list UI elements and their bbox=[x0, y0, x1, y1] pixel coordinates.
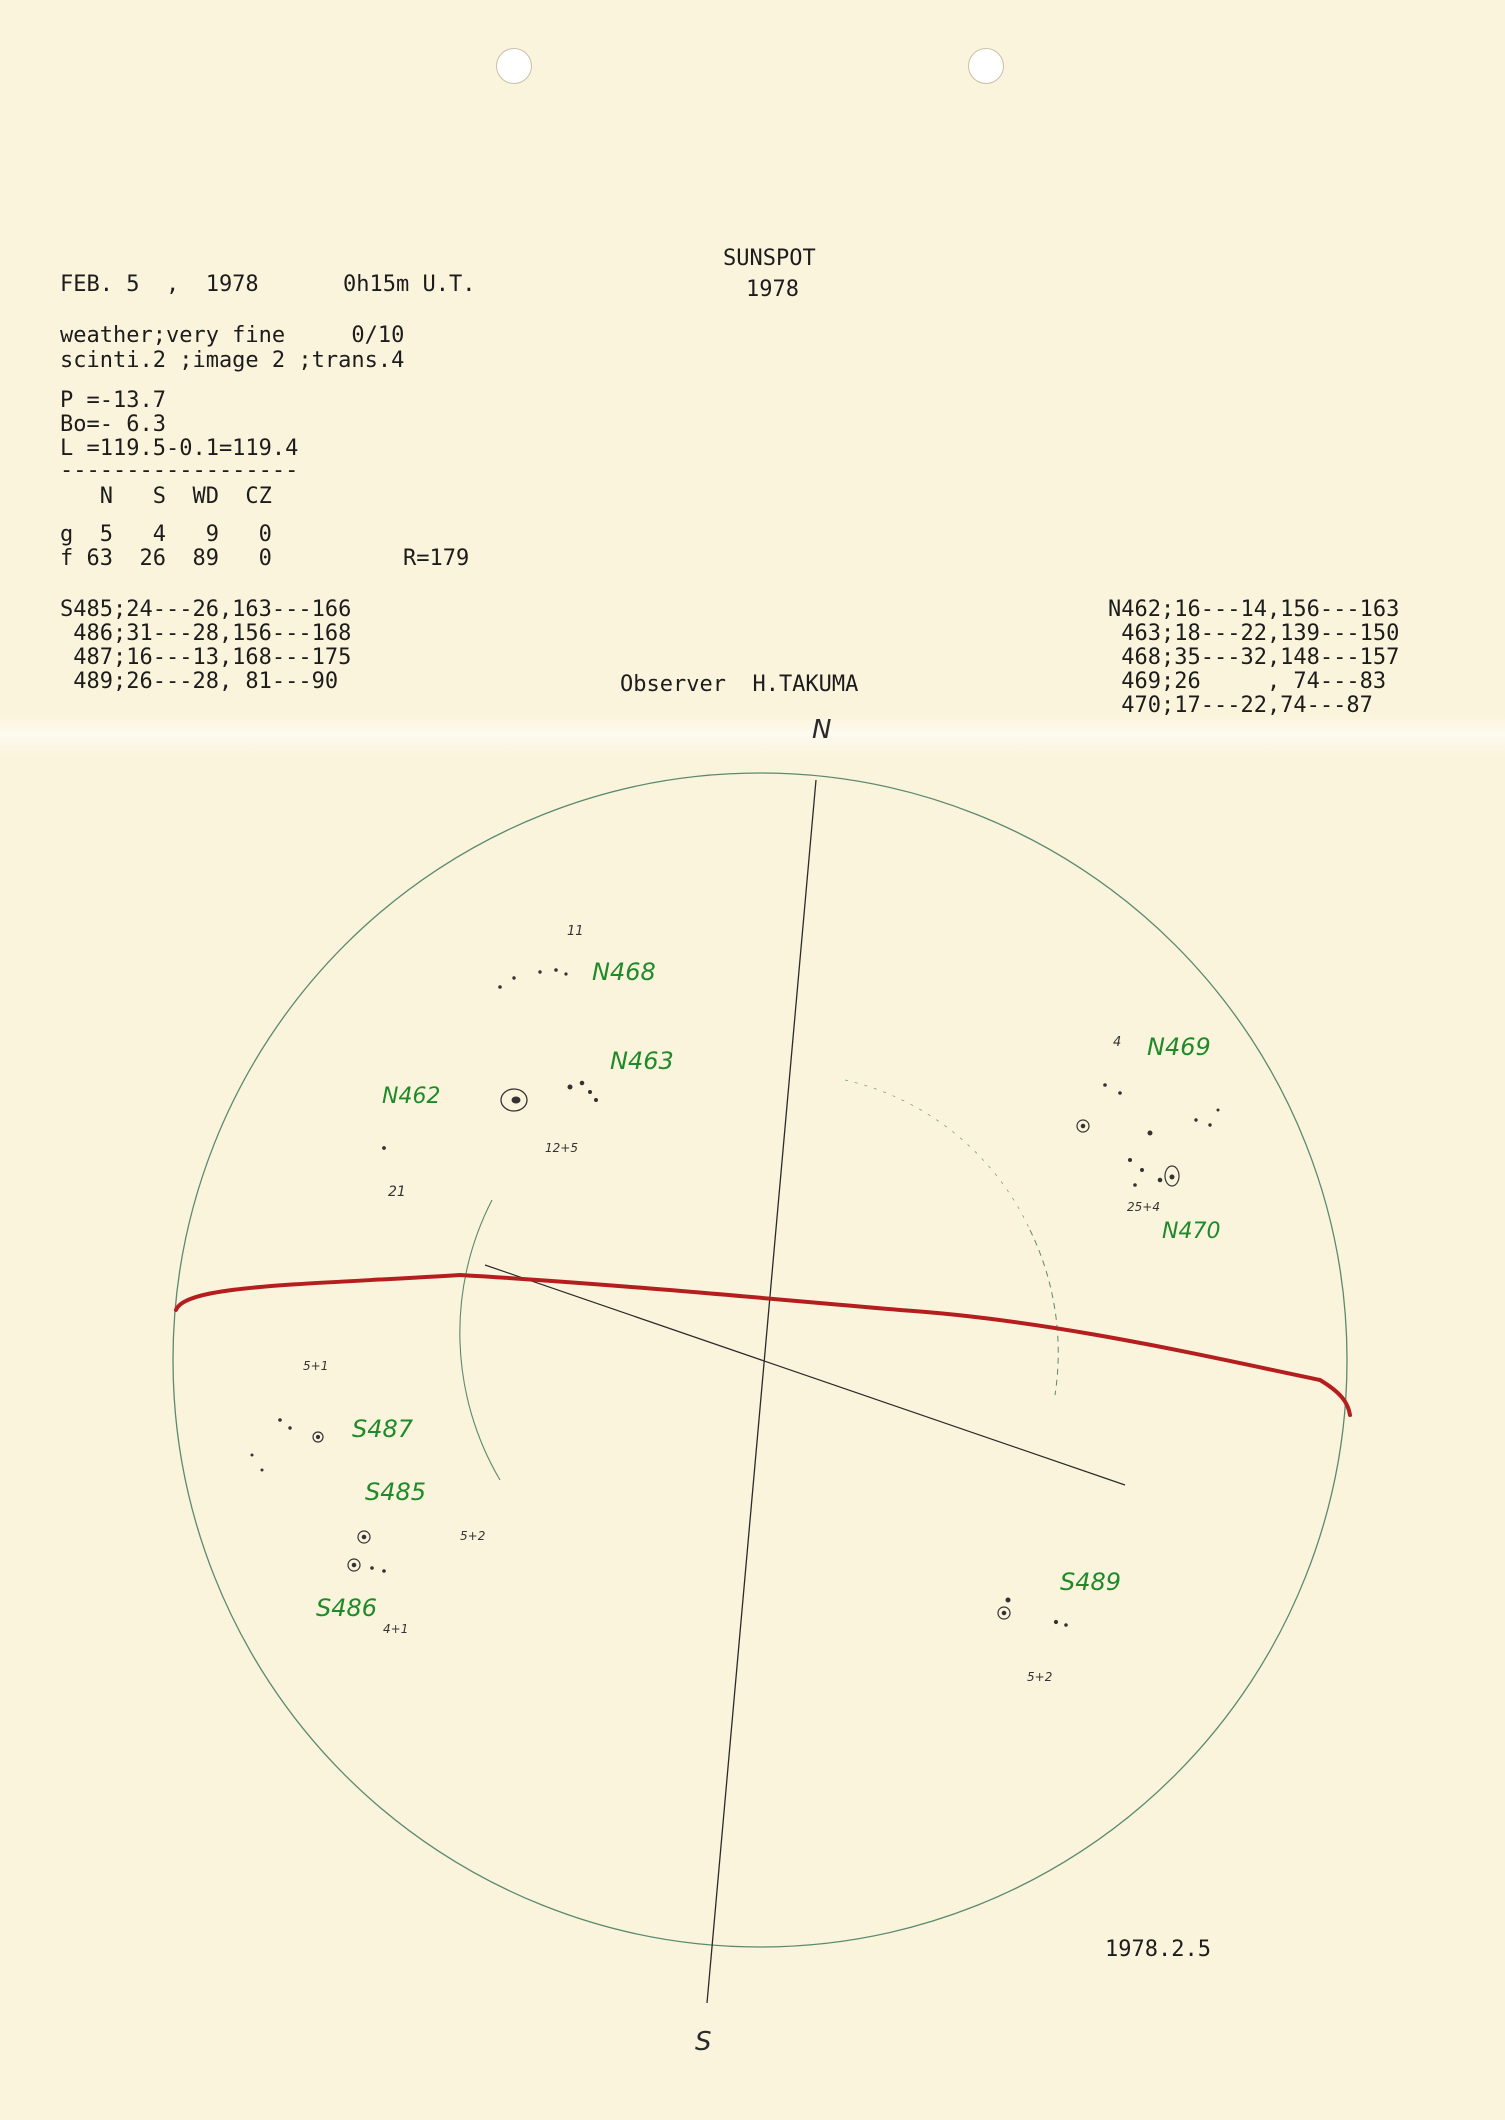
group-label-s486: S486 bbox=[316, 1594, 378, 1622]
ecliptic-line bbox=[485, 1265, 1125, 1485]
spot-count-note: 11 bbox=[567, 924, 584, 939]
south-group-line: 486;31---28,156---168 bbox=[60, 621, 352, 646]
footer-date: 1978.2.5 bbox=[1105, 1937, 1211, 1962]
north-group-line: 468;35---32,148---157 bbox=[1108, 645, 1400, 670]
sheet-year: 1978 bbox=[746, 277, 799, 302]
north-mark: N bbox=[812, 715, 832, 745]
spot-count-note: 5+2 bbox=[460, 1529, 486, 1543]
rotation-axis-line bbox=[707, 780, 816, 2003]
spot-count-note: 12+5 bbox=[545, 1141, 578, 1155]
group-label-s489: S489 bbox=[1060, 1568, 1122, 1596]
inner-arc-right bbox=[1030, 1230, 1058, 1395]
group-label-n462: N462 bbox=[382, 1084, 441, 1109]
south-group-line: 489;26---28, 81---90 bbox=[60, 669, 339, 694]
north-group-line: N462;16---14,156---163 bbox=[1108, 597, 1400, 622]
seeing-line: scinti.2 ;image 2 ;trans.4 bbox=[60, 348, 405, 373]
group-label-n469: N469 bbox=[1147, 1033, 1211, 1061]
south-group-line: 487;16---13,168---175 bbox=[60, 645, 352, 670]
south-group-line: S485;24---26,163---166 bbox=[60, 597, 352, 622]
north-group-line: 470;17---22,74---87 bbox=[1108, 693, 1373, 718]
group-label-n470: N470 bbox=[1162, 1219, 1221, 1244]
spot-count-note: 21 bbox=[388, 1184, 406, 1200]
l-value: L =119.5-0.1=119.4 bbox=[60, 436, 299, 461]
observer-name: Observer H.TAKUMA bbox=[620, 672, 859, 697]
solar-equator-line bbox=[176, 1275, 1350, 1415]
spot-count-note: 4 bbox=[1113, 1035, 1122, 1050]
group-label-s485: S485 bbox=[365, 1478, 427, 1506]
spot-count-note: 4+1 bbox=[383, 1622, 409, 1636]
separator-rule: ------------------ bbox=[60, 458, 299, 483]
counts-header: N S WD CZ bbox=[60, 484, 272, 509]
group-count-row: g 5 4 9 0 bbox=[60, 522, 272, 547]
b0-value: Bo=- 6.3 bbox=[60, 412, 166, 437]
north-group-line: 469;26 , 74---83 bbox=[1108, 669, 1387, 694]
group-label-s487: S487 bbox=[352, 1415, 414, 1443]
observation-date: FEB. 5 , 1978 bbox=[60, 272, 259, 297]
spot-count-note: 25+4 bbox=[1127, 1200, 1160, 1214]
weather-line: weather;very fine 0/10 bbox=[60, 323, 405, 348]
inner-arc-top bbox=[845, 1080, 1030, 1230]
north-group-line: 463;18---22,139---150 bbox=[1108, 621, 1400, 646]
south-mark: S bbox=[695, 2027, 712, 2057]
observation-time: 0h15m U.T. bbox=[343, 272, 476, 297]
group-label-n468: N468 bbox=[592, 958, 656, 986]
inner-arc-left bbox=[460, 1200, 500, 1480]
spot-count-row: f 63 26 89 0 bbox=[60, 546, 272, 571]
group-label-n463: N463 bbox=[610, 1047, 674, 1075]
sheet-title: SUNSPOT bbox=[723, 246, 816, 271]
spot-count-note: 5+1 bbox=[303, 1359, 329, 1373]
relative-number: R=179 bbox=[403, 546, 470, 571]
spot-count-note: 5+2 bbox=[1027, 1670, 1053, 1684]
p-angle: P =-13.7 bbox=[60, 388, 166, 413]
